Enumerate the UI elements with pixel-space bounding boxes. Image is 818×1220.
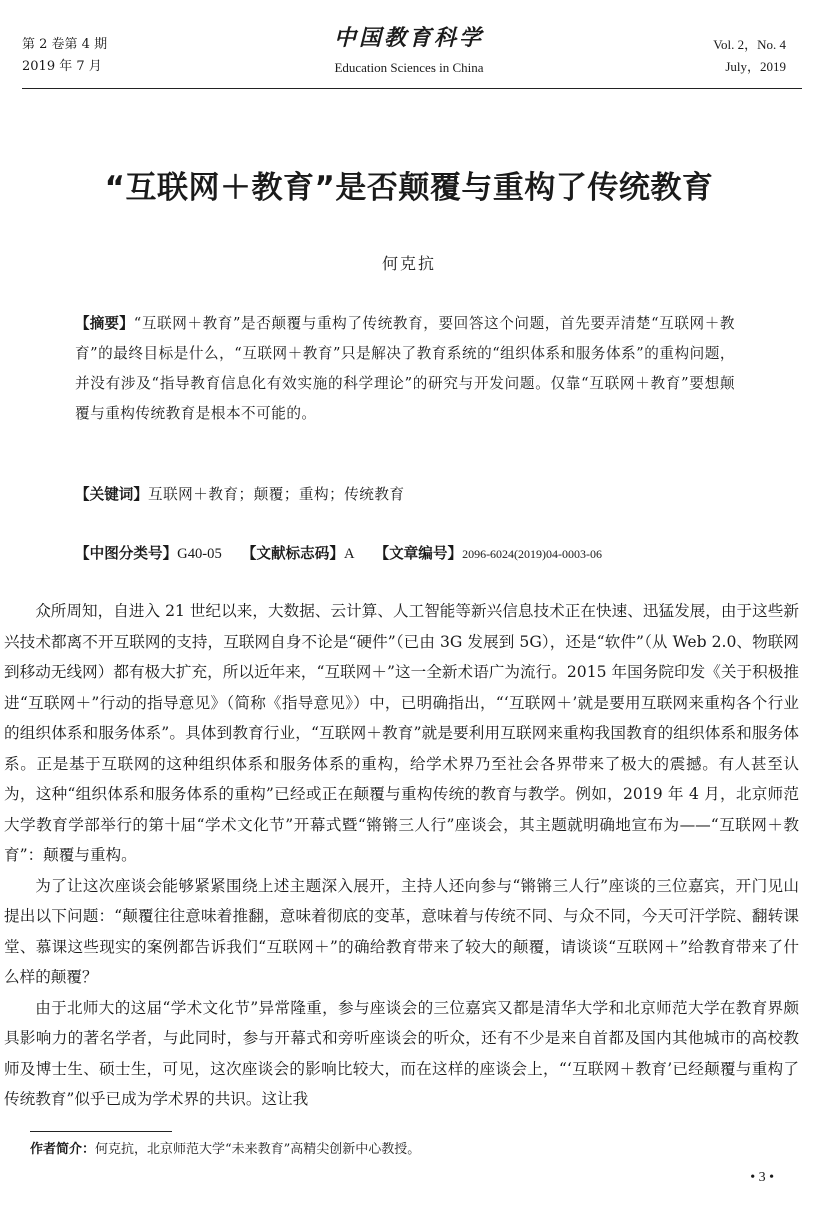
abstract-label: 【摘要】	[75, 315, 134, 332]
keywords-text: 互联网＋教育；颠覆；重构；传统教育	[147, 486, 405, 503]
issue-date: 2019 年 7 月	[22, 59, 102, 74]
journal-title-en: Education Sciences in China	[334, 60, 484, 75]
body-text	[4, 596, 799, 1115]
article-id-value: 2096-6024(2019)04-0003-06	[462, 547, 603, 561]
header-divider	[22, 88, 802, 89]
classification-line	[75, 541, 755, 567]
header-right	[713, 34, 786, 78]
keywords	[75, 482, 735, 508]
paragraph: 由于北师大的这届“学术文化节”异常隆重，参与座谈会的三位嘉宾又都是清华大学和北京师范大学在教育界颇具影响力的著名学者，与此同时，参与开幕式和旁听座谈会的听众，还有不少是来自首都及国内其他城市的高校教师及博士生、硕士生，可见，这次座谈会的影响比较大，而在这样的座谈会上，“‘互联网＋教育’已经颠覆与重构了传统教育”似乎已成为学术界的共识。这让我	[4, 998, 799, 1108]
keywords-label: 【关键词】	[75, 486, 148, 503]
journal-title-cn: 中国教育科学	[333, 25, 484, 51]
abstract-text: “互联网＋教育”是否颠覆与重构了传统教育，要回答这个问题，首先要弄清楚“互联网＋教育”的最终目标是什么，“互联网＋教育”只是解决了教育系统的“组织体系和服务体系”的重构问题，并没有涉及“指导教育信息化有效实施的科学理论”的研究与开发问题。仅靠“互联网＋教育”要想颠覆与重构传统教育是根本不可能的。	[75, 315, 735, 422]
footnote-label: 作者简介：	[30, 1142, 96, 1157]
footnote-divider	[30, 1131, 172, 1132]
volume-en: Vol. 2，No. 4	[713, 37, 786, 52]
article-author: 何克抗	[381, 254, 436, 273]
paragraph: 众所周知，自进入 21 世纪以来，大数据、云计算、人工智能等新兴信息技术正在快速、迅猛发展，由于这些新兴技术都离不开互联网的支持，互联网自身不论是“硬件”（已由 3G 发展到 5G），还是“软件”（从 Web 2.0、物联网到移动无线网）都有极大扩充，所以近年来，“互联网＋”这一全新术语广为流行。2015 年国务院印发《关于积极推进“互联网＋”行动的指导意见》（简称《指导意见》）中，已明确指出，“‘互联网＋’就是要用互联网来重构各个行业的组织体系和服务体系”。具体到教育行业，“互联网＋教育”就是要利用互联网来重构我国教育的组织体系和服务体系。正是基于互联网的这种组织体系和服务体系的重构，给学术界乃至社会各界带来了极大的震撼。有人甚至认为，这种“组织体系和服务体系的重构”已经或正在颠覆与重构传统的教育与教学。例如，2019 年 4 月，北京师范大学教育学部举行的第十届“学术文化节”开幕式暨“锵锵三人行”座谈会，其主题就明确地宣布为——“互联网＋教育”：颠覆与重构。	[4, 602, 799, 864]
paragraph: 为了让这次座谈会能够紧紧围绕上述主题深入展开，主持人还向参与“锵锵三人行”座谈的三位嘉宾，开门见山提出以下问题：“颠覆往往意味着推翻，意味着彻底的变革，意味着与传统不同、与众不同，今天可汗学院、翻转课堂、慕课这些现实的案例都告诉我们“互联网＋”的确给教育带来了较大的颠覆，请谈谈“互联网＋”给教育带来了什么样的颠覆？	[4, 876, 799, 986]
clc-value: G40-05	[177, 546, 222, 562]
article-id-label: 【文章编号】	[374, 545, 463, 562]
abstract	[75, 309, 735, 429]
footnote-text: 何克抗，北京师范大学“未来教育”高精尖创新中心教授。	[95, 1142, 421, 1157]
doc-code-label: 【文献标志码】	[241, 545, 344, 562]
issue-number: 第 2 卷第 4 期	[22, 37, 108, 52]
clc-label: 【中图分类号】	[75, 545, 178, 562]
journal-masthead	[0, 24, 818, 78]
doc-code-value: A	[343, 546, 355, 562]
date-en: July，2019	[725, 59, 786, 74]
author-footnote	[30, 1140, 420, 1160]
article-title: “互联网＋教育”是否颠覆与重构了传统教育	[104, 170, 714, 206]
page-number: • 3 •	[750, 1170, 774, 1185]
